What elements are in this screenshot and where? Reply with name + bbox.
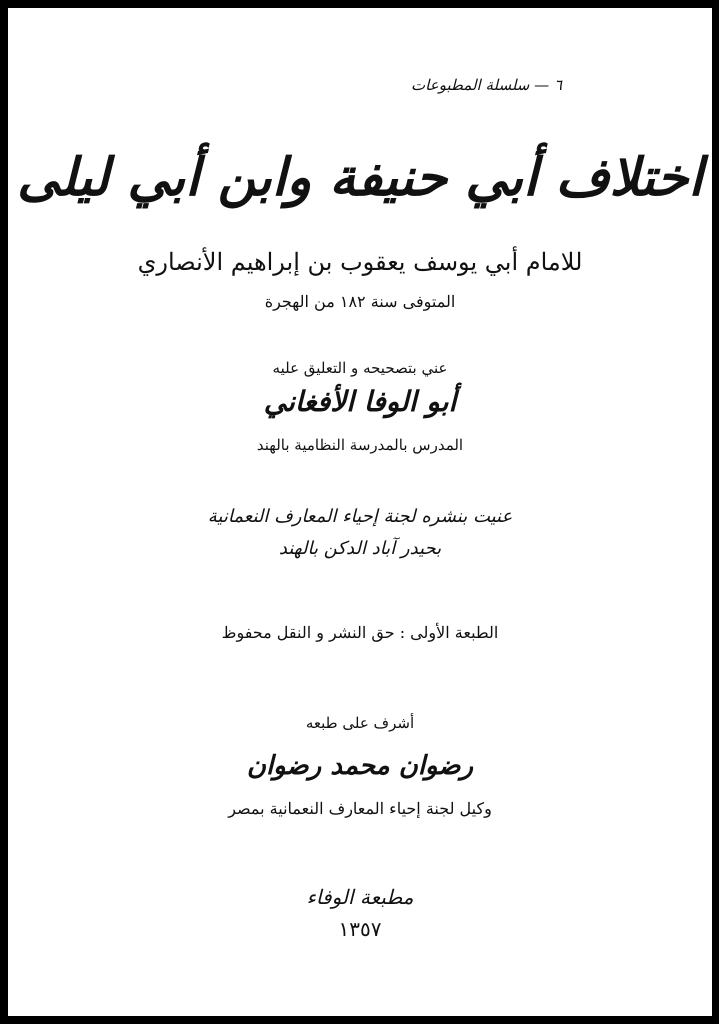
book-title: اختلاف أبي حنيفة وابن أبي ليلى: [17, 147, 703, 208]
supervisor-role: وكيل لجنة إحياء المعارف النعمانية بمصر: [228, 799, 492, 818]
publisher-line-2: بحيدر آباد الدكن بالهند: [278, 538, 442, 559]
editor-name: أبو الوفا الأفغاني: [263, 385, 457, 418]
series-dash: —: [534, 76, 550, 94]
series-label: سلسلة المطبوعات: [411, 76, 530, 94]
publisher-line-1: عنيت بنشره لجنة إحياء المعارف النعمانية: [207, 506, 513, 527]
press-year: ١٣٥٧: [338, 917, 382, 941]
book-title-page: [8, 8, 712, 1016]
author-line: للامام أبي يوسف يعقوب بن إبراهيم الأنصاري: [137, 248, 583, 276]
series-number: ٦: [553, 76, 562, 94]
editor-intro: عني بتصحيحه و التعليق عليه: [272, 359, 448, 377]
supervisor-intro: أشرف على طبعه: [305, 714, 415, 732]
press-name: مطبعة الوفاء: [306, 885, 414, 909]
author-death-date: المتوفى سنة ١٨٢ من الهجرة: [264, 292, 456, 311]
editor-role: المدرس بالمدرسة النظامية بالهند: [256, 436, 464, 454]
edition-line: الطبعة الأولى : حق النشر و النقل محفوظ: [221, 623, 499, 642]
series-header: [411, 76, 562, 94]
supervisor-name: رضوان محمد رضوان: [246, 751, 474, 781]
